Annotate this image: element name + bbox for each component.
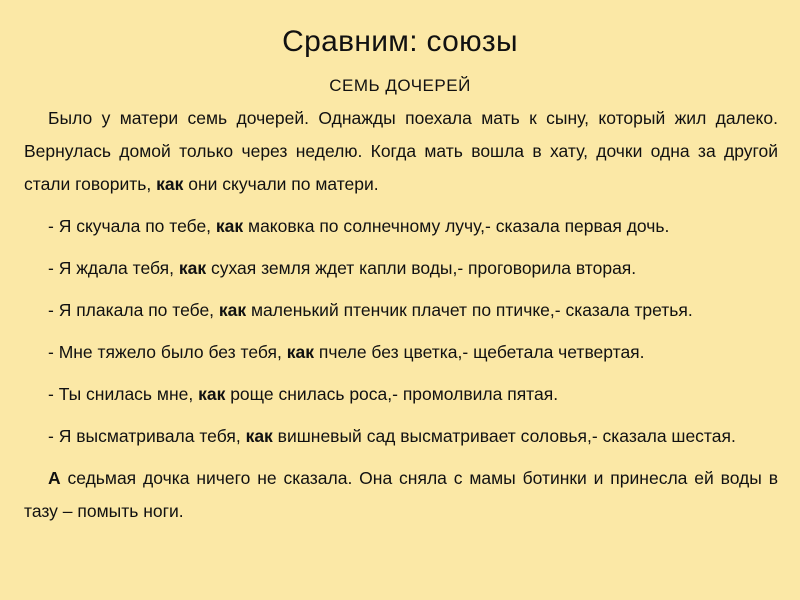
paragraph-text: - Ты снилась мне, — [48, 384, 199, 404]
paragraph-fourth-daughter — [24, 336, 778, 369]
paragraph-text: сухая земля ждет капли воды,- проговорила вторая. — [206, 258, 637, 278]
paragraph-text: роще снилась роса,- промолвила пятая. — [225, 384, 559, 404]
paragraph-text: Было у матери семь дочерей. Однажды поехала мать к сыну, который жил далеко. Вернулась домой только через неделю. Когда мать вошла в хату, дочки одна за другой стали говорить, — [24, 108, 778, 194]
paragraph-seventh-daughter — [24, 462, 778, 528]
page-title: Сравним: союзы — [282, 25, 518, 58]
paragraph-text: маковка по солнечному лучу,- сказала первая дочь. — [243, 216, 670, 236]
paragraph-text: - Я высматривала тебя, — [48, 426, 246, 446]
paragraph-second-daughter — [24, 252, 778, 285]
conjunction-highlight: как — [245, 426, 273, 446]
paragraph-lead-highlight: А — [48, 468, 61, 488]
paragraph-third-daughter — [24, 294, 778, 327]
paragraph-text: - Я плакала по тебе, — [48, 300, 219, 320]
conjunction-highlight: как — [218, 300, 247, 320]
story-title: СЕМЬ ДОЧЕРЕЙ — [329, 76, 471, 95]
paragraph-intro — [24, 102, 778, 201]
conjunction-highlight: как — [156, 174, 184, 194]
paragraph-text: - Я скучала по тебе, — [48, 216, 216, 236]
conjunction-highlight: как — [178, 258, 207, 278]
paragraph-sixth-daughter — [24, 420, 778, 453]
paragraph-first-daughter — [24, 210, 778, 243]
paragraph-text: седьмая дочка ничего не сказала. Она сняла с мамы ботинки и принесла ей воды в тазу – помыть ноги. — [24, 468, 778, 521]
paragraph-text: они скучали по матери. — [183, 174, 379, 194]
conjunction-highlight: как — [286, 342, 314, 362]
paragraph-text: - Я ждала тебя, — [48, 258, 179, 278]
paragraph-fifth-daughter — [24, 378, 778, 411]
conjunction-highlight: как — [215, 216, 244, 236]
paragraph-text: пчеле без цветка,- щебетала четвертая. — [314, 342, 645, 362]
paragraph-text: маленький птенчик плачет по птичке,- сказала третья. — [246, 300, 693, 320]
story-text — [24, 102, 778, 537]
paragraph-text: - Мне тяжело было без тебя, — [48, 342, 287, 362]
conjunction-highlight: как — [198, 384, 226, 404]
paragraph-text: вишневый сад высматривает соловья,- сказала шестая. — [272, 426, 736, 446]
